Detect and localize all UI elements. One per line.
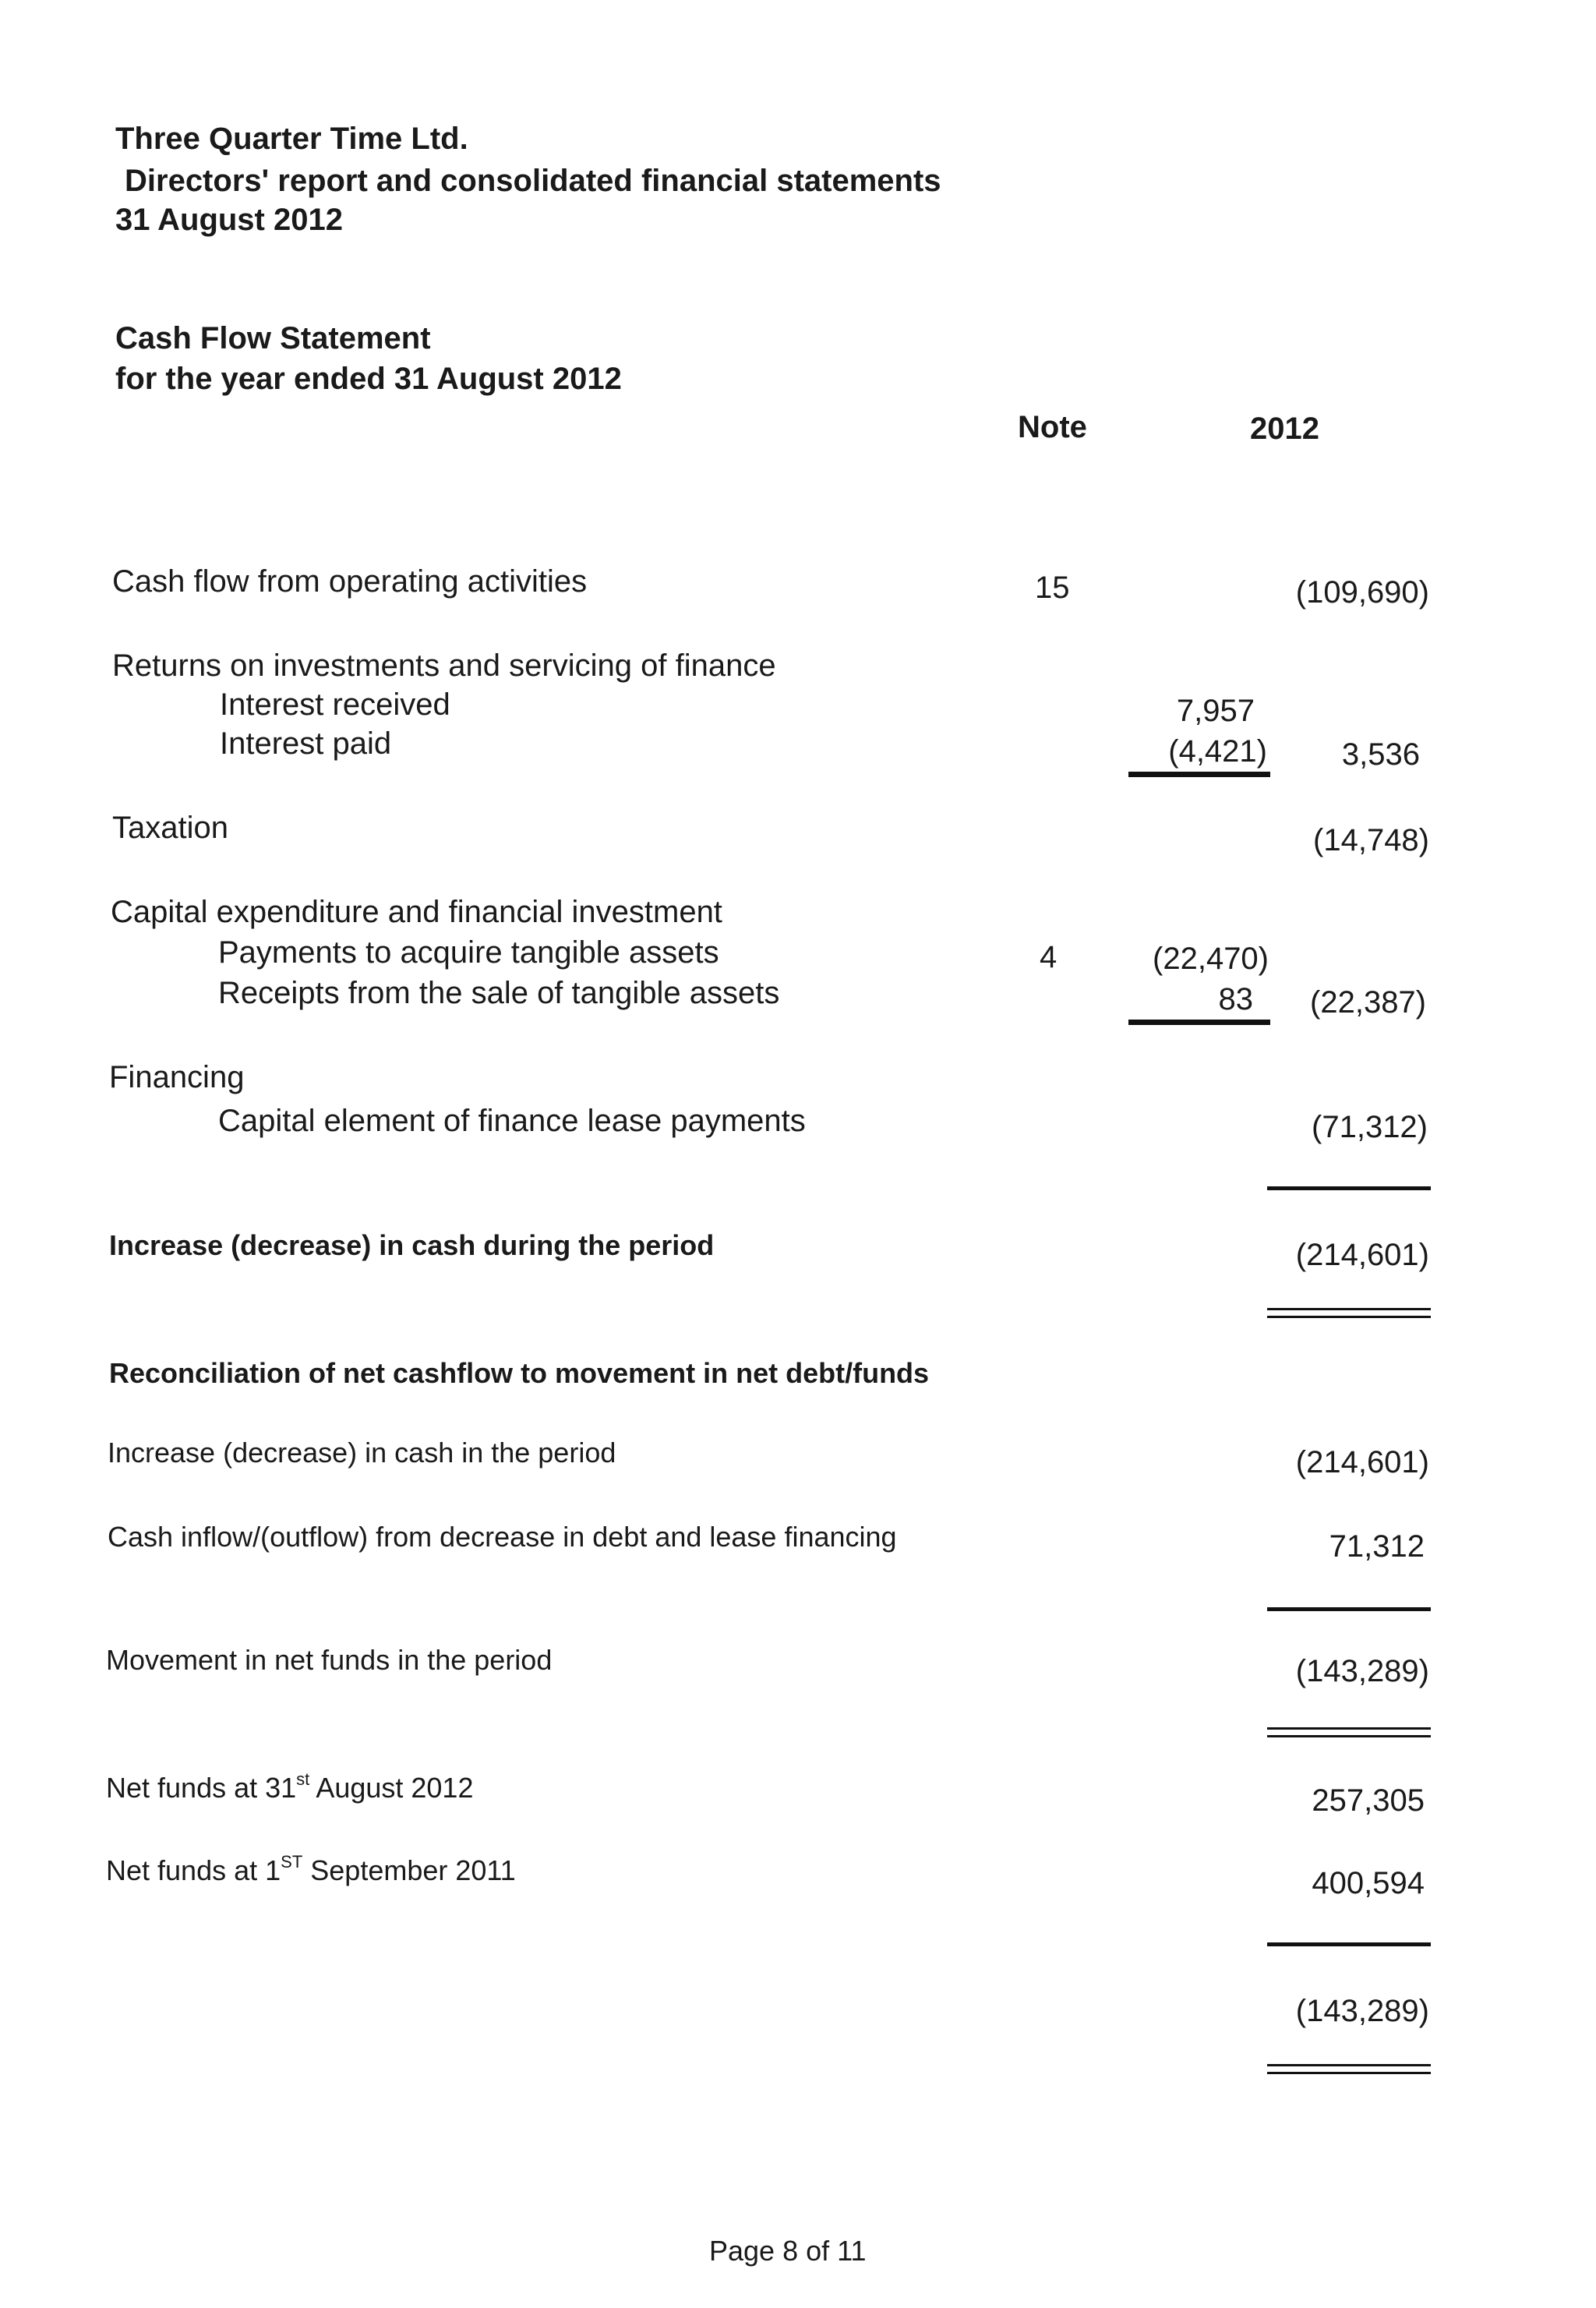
returns-subtotal-rule [1128,772,1270,777]
taxation-label: Taxation [112,811,228,845]
movement-top-rule [1267,1607,1431,1611]
lease-total: (71,312) [1312,1110,1428,1144]
statement-title: Cash Flow Statement [115,321,431,355]
interest-paid-amount: (4,421) [1168,734,1267,769]
increase-total: (214,601) [1295,1238,1429,1272]
payments-amount: (22,470) [1153,942,1269,976]
page-number: Page 8 of 11 [709,2235,867,2267]
final-double-rule-bottom [1267,2072,1431,2074]
net-funds-end-total: 257,305 [1312,1783,1425,1818]
increase-label: Increase (decrease) in cash during the period [109,1229,715,1261]
net-funds-end-label: Net funds at 31st August 2012 [106,1769,474,1804]
capex-label: Capital expenditure and financial investment [111,895,722,929]
reconciliation-title: Reconciliation of net cashflow to movement in net debt/funds [109,1357,930,1389]
financing-label: Financing [109,1060,245,1094]
movement-double-rule-bottom [1267,1735,1431,1737]
column-header-note: Note [1018,410,1087,444]
recon-increase-total: (214,601) [1295,1445,1429,1479]
column-header-year: 2012 [1250,412,1319,446]
recon-increase-label: Increase (decrease) in cash in the period [108,1437,616,1469]
returns-total: 3,536 [1341,737,1420,772]
final-double-rule-top [1267,2064,1431,2066]
recon-inflow-total: 71,312 [1329,1529,1425,1564]
increase-double-rule-bottom [1267,1316,1431,1318]
report-date: 31 August 2012 [115,203,343,237]
recon-movement-total: (143,289) [1295,1654,1429,1688]
company-name: Three Quarter Time Ltd. [115,122,468,156]
returns-label: Returns on investments and servicing of finance [112,649,776,683]
interest-paid-label: Interest paid [220,726,392,761]
increase-double-rule-top [1267,1308,1431,1310]
net-funds-start-total: 400,594 [1312,1866,1425,1900]
payments-note: 4 [1040,940,1058,974]
operating-note: 15 [1035,571,1070,605]
interest-received-label: Interest received [220,687,450,722]
report-title: Directors' report and consolidated financial statements [125,164,941,198]
recon-inflow-label: Cash inflow/(outflow) from decrease in debt and lease financing [108,1521,897,1553]
operating-total: (109,690) [1295,575,1429,610]
lease-label: Capital element of finance lease payments [218,1104,806,1138]
payments-label: Payments to acquire tangible assets [218,935,719,970]
receipts-amount: 83 [1218,982,1253,1016]
taxation-total: (14,748) [1313,823,1429,857]
receipts-label: Receipts from the sale of tangible assets [218,976,780,1010]
capex-total: (22,387) [1310,985,1426,1020]
final-top-rule [1267,1942,1431,1946]
operating-label: Cash flow from operating activities [112,564,588,599]
recon-movement-label: Movement in net funds in the period [106,1644,553,1676]
interest-received-amount: 7,957 [1176,694,1255,728]
increase-top-rule [1267,1186,1431,1190]
statement-period: for the year ended 31 August 2012 [115,362,622,396]
capex-subtotal-rule [1128,1020,1270,1025]
net-funds-start-label: Net funds at 1ST September 2011 [106,1852,516,1886]
final-total: (143,289) [1295,1994,1429,2028]
movement-double-rule-top [1267,1727,1431,1730]
